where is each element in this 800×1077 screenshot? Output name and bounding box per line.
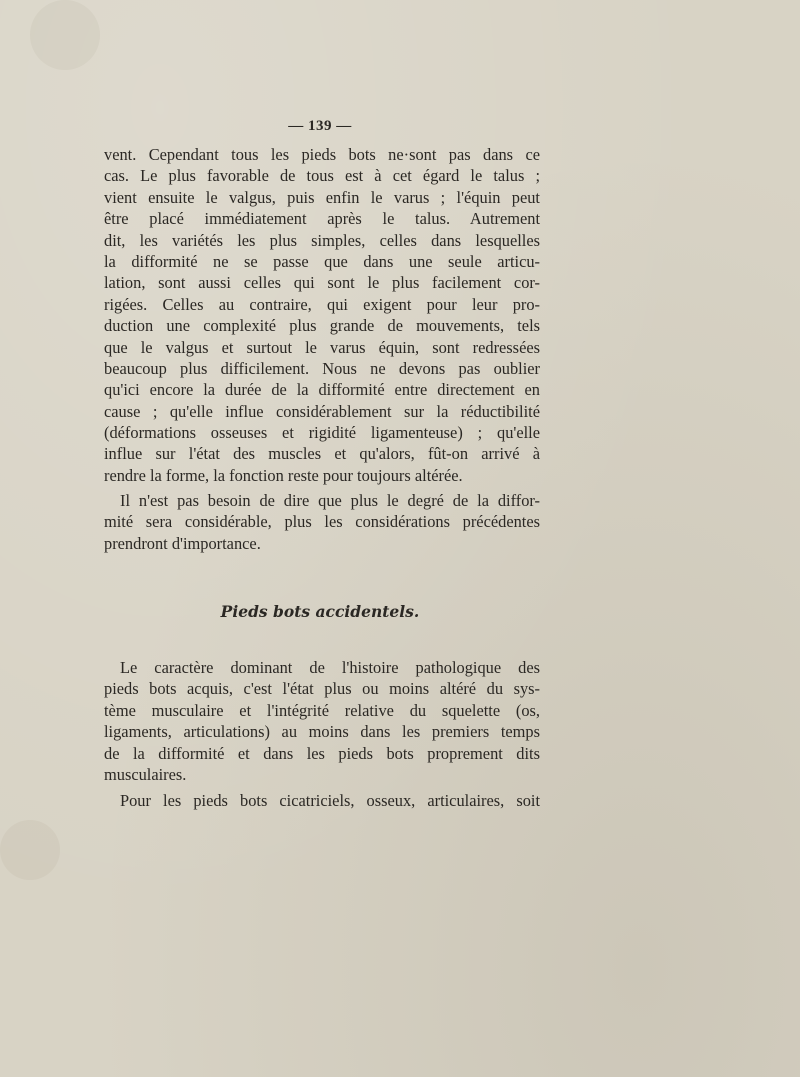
text-line: Le caractère dominant de l'histoire pathologique des [120,658,540,677]
paper-stain [30,0,100,70]
text-line: dit, les variétés les plus simples, celles dans lesquelles [104,230,540,250]
text-line: pieds bots acquis, c'est l'état plus ou moins altéré du sys- [104,679,540,699]
text-line: (déformations osseuses et rigidité ligamenteuse) ; qu'elle [104,423,540,443]
text-line: Il n'est pas besoin de dire que plus le degré de la diffor- [120,491,540,510]
text-line: influe sur l'état des muscles et qu'alors, fût-on arrivé à [104,444,540,464]
text-line: rendre la forme, la fonction reste pour toujours altérée. [104,465,463,485]
text-line: beaucoup plus difficilement. Nous ne devons pas oublier [104,358,540,378]
text-line: vent. Cependant tous les pieds bots ne·sont pas dans ce [104,145,540,164]
text-line: rigées. Celles au contraire, qui exigent pour leur pro- [104,294,540,314]
text-line: vient ensuite le valgus, puis enfin le varus ; l'équin peut [104,187,540,207]
text-line: duction une complexité plus grande de mouvements, tels [104,316,540,336]
paragraph-3 [104,657,540,785]
text-line: prendront d'importance. [104,533,261,553]
section-heading: Pieds bots accidentels. [220,602,420,621]
text-line: que le valgus et surtout le varus équin, sont redressées [104,337,540,357]
paragraph-4 [104,790,540,811]
text-line: Pour les pieds bots cicatriciels, osseux, articulaires, soit [120,791,540,810]
paragraph-1 [104,144,540,486]
text-line: ligaments, articulations) au moins dans les premiers temps [104,722,540,742]
paper-stain [0,820,60,880]
text-line: être placé immédiatement après le talus. Autrement [104,209,540,229]
text-line: la difformité ne se passe que dans une seule articu- [104,251,540,271]
text-line: tème musculaire et l'intégrité relative du squelette (os, [104,700,540,720]
page-number: — 139 — [288,118,352,134]
text-line: musculaires. [104,764,187,784]
text-line: cas. Le plus favorable de tous est à cet égard le talus ; [104,166,540,186]
text-line: lation, sont aussi celles qui sont le plus facilement cor- [104,273,540,293]
paragraph-2 [104,490,540,554]
text-line: qu'ici encore la durée de la difformité entre directement en [104,380,540,400]
text-line: de la difformité et dans les pieds bots proprement dits [104,743,540,763]
text-line: mité sera considérable, plus les considérations précédentes [104,512,540,532]
text-line: cause ; qu'elle influe considérablement sur la réductibilité [104,401,540,421]
